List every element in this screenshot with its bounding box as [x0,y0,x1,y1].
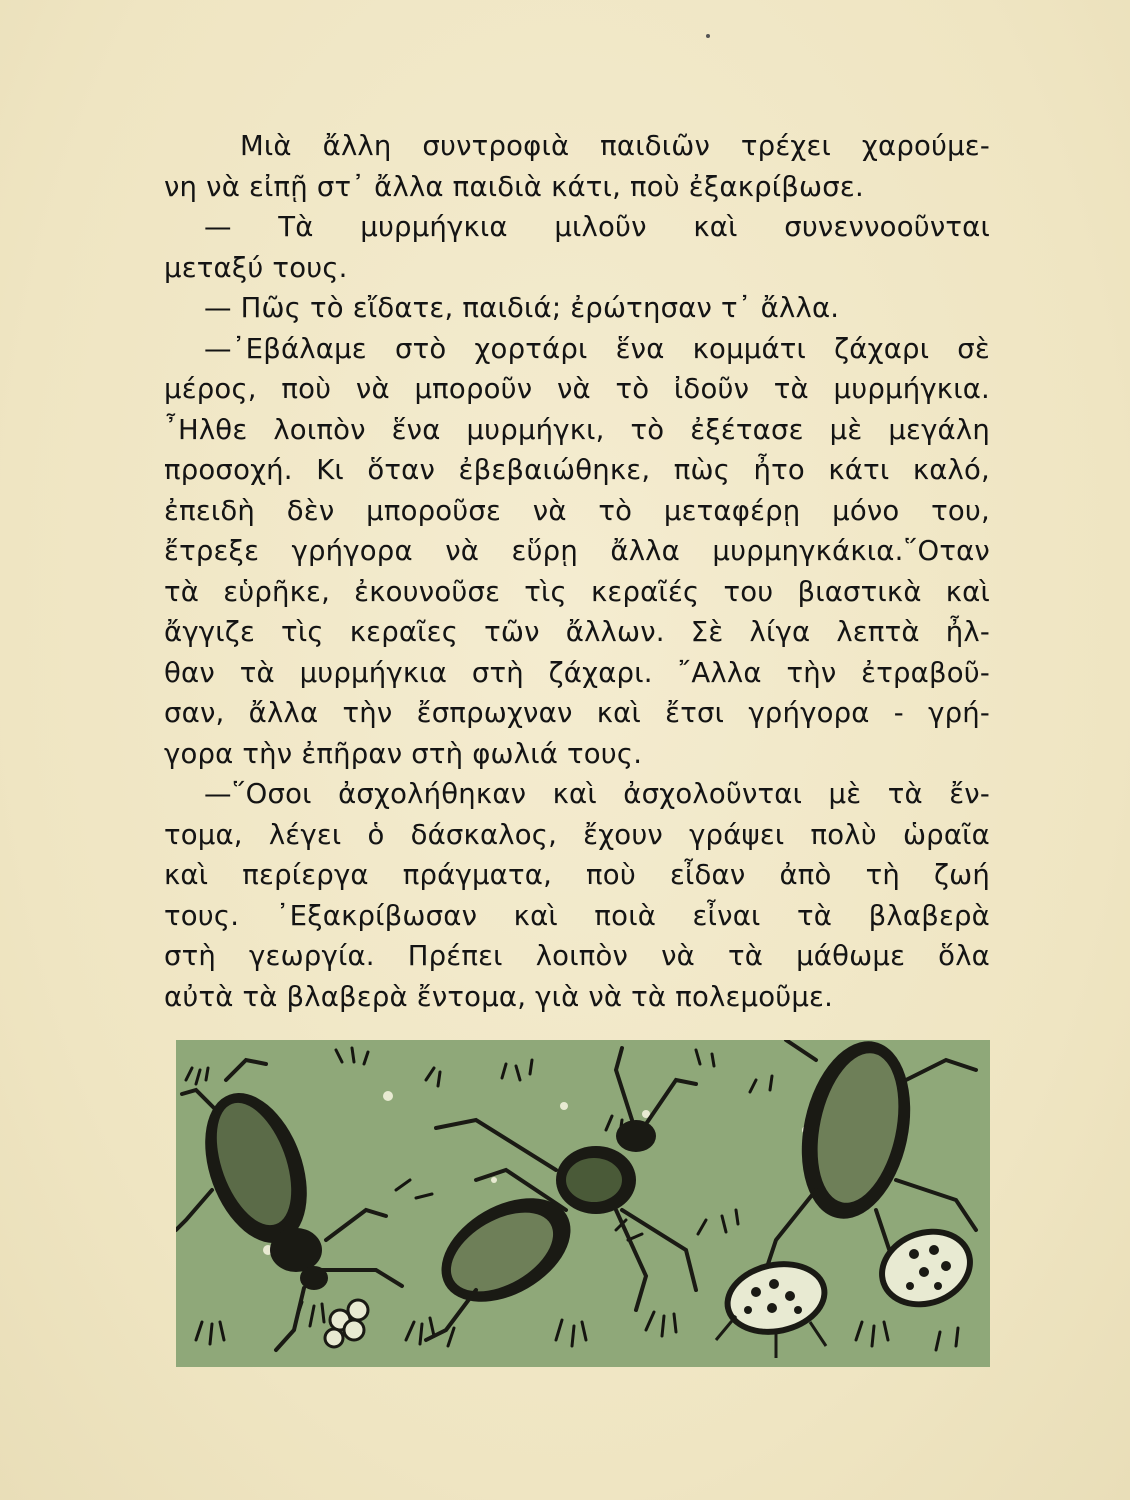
text-line: ῏Ηλθε λοιπὸν ἕνα μυρμήγκι, τὸ ἐξέτασε μὲ μεγάλη [164,413,990,446]
paragraph-5 [164,774,990,1017]
text-line: νη νὰ εἰπῇ στ᾽ ἄλλα παιδιὰ κάτι, ποὺ ἐξακρίβωσε. [164,170,864,203]
text-line: —῞Οσοι ἀσχολήθηκαν καὶ ἀσχολοῦνται μὲ τὰ ἔν- [204,778,990,810]
paragraph-4 [164,329,990,775]
text-line: — Πῶς τὸ εἴδατε, παιδιά; ἐρώτησαν τ᾽ ἄλλα. [204,292,840,324]
text-line: ἄγγιζε τὶς κεραῖες τῶν ἄλλων. Σὲ λίγα λεπτὰ ἦλ- [164,616,990,648]
text-line: θαν τὰ μυρμήγκια στὴ ζάχαρι. ῎Αλλα τὴν ἐτραβοῦ- [164,656,990,689]
paragraph-2 [164,207,990,288]
beetles-illustration [176,1040,990,1367]
text-line: —᾽Εβάλαμε στὸ χορτάρι ἕνα κομμάτι ζάχαρι σὲ [204,332,990,365]
text-line: στὴ γεωργία. Πρέπει λοιπὸν νὰ τὰ μάθωμε ὅλα [164,940,990,972]
text-line: μέρος, ποὺ νὰ μποροῦν νὰ τὸ ἰδοῦν τὰ μυρμήγκια. [164,373,990,405]
text-line: τομα, λέγει ὁ δάσκαλος, ἔχουν γράψει πολὺ ὡραῖα [164,818,990,851]
text-line: — Τὰ μυρμήγκια μιλοῦν καὶ συνεννοοῦνται [204,211,990,243]
text-line: προσοχή. Κι ὅταν ἐβεβαιώθηκε, πὼς ἦτο κάτι καλό, [164,454,990,486]
body-text [164,126,990,1017]
text-line: τὰ εὑρῆκε, ἐκουνοῦσε τὶς κεραῖές του βιαστικὰ καὶ [164,575,990,608]
print-speck [706,34,710,38]
text-line: ἐπειδὴ δὲν μποροῦσε νὰ τὸ μεταφέρῃ μόνο του, [164,494,990,527]
beetles-illustration-svg [176,1040,990,1367]
text-line: τους. ᾽Εξακρίβωσαν καὶ ποιὰ εἶναι τὰ βλαβερὰ [164,899,990,932]
text-line: γορα τὴν ἐπῆραν στὴ φωλιά τους. [164,737,643,770]
text-line: μεταξύ τους. [164,251,348,284]
text-line: αὐτὰ τὰ βλαβερὰ ἔντομα, γιὰ νὰ τὰ πολεμοῦμε. [164,980,834,1013]
paragraph-3 [164,288,990,329]
text-line: σαν, ἄλλα τὴν ἔσπρωχναν καὶ ἔτσι γρήγορα - γρή- [164,697,990,729]
text-line: ἔτρεξε γρήγορα νὰ εὕρῃ ἄλλα μυρμηγκάκια.῞Οταν [164,535,990,567]
text-line: καὶ περίεργα πράγματα, ποὺ εἶδαν ἀπὸ τὴ ζωή [164,859,990,891]
paragraph-1 [164,126,990,207]
text-line: Μιὰ ἄλλη συντροφιὰ παιδιῶν τρέχει χαρούμε- [240,130,990,162]
